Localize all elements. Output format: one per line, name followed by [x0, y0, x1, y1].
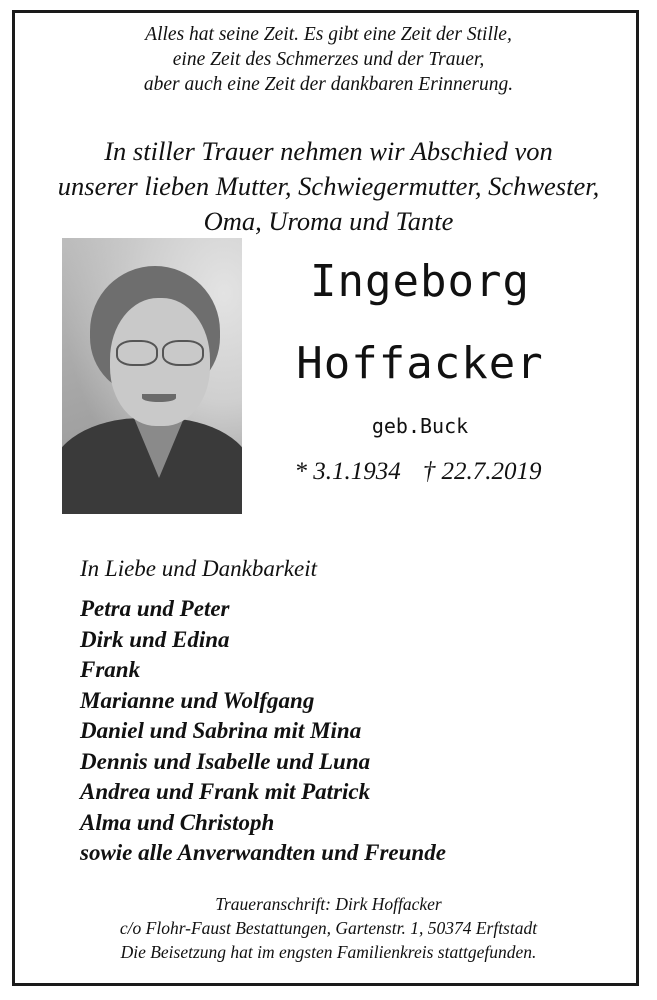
motto-line: eine Zeit des Schmerzes und der Trauer, [172, 49, 485, 70]
gratitude-line: In Liebe und Dankbarkeit [80, 556, 317, 581]
motto-line: Alles hat seine Zeit. Es gibt eine Zeit der Stille, [145, 24, 512, 45]
mourner-entry: Frank [80, 657, 141, 682]
death-date: † 22.7.2019 [422, 458, 542, 485]
footer-line: Traueranschrift: Dirk Hoffacker [215, 894, 442, 914]
maiden-name: geb.Buck [371, 414, 469, 438]
mourner-entry: Daniel und Sabrina mit Mina [80, 718, 362, 743]
mourner-entry: Petra und Peter [80, 596, 230, 621]
footer-line: c/o Flohr-Faust Bestattungen, Gartenstr. 1, 50374 Erftstadt [119, 918, 538, 938]
motto-verse [0, 22, 657, 97]
mourners-list [80, 594, 446, 869]
intro-line: In stiller Trauer nehmen wir Abschied von [104, 136, 553, 166]
footer-line: Die Beisetzung hat im engsten Familienkreis stattgefunden. [120, 942, 537, 962]
mourner-entry: sowie alle Anverwandten und Freunde [80, 840, 446, 865]
mourner-entry: Andrea und Frank mit Patrick [80, 779, 371, 804]
mourner-entry: Alma und Christoph [80, 809, 275, 835]
deceased-last-name: Hoffacker [296, 338, 544, 389]
intro-line: Oma, Uroma und Tante [203, 206, 454, 236]
intro-text [0, 134, 657, 239]
mourner-entry: Dirk und Edina [80, 626, 230, 652]
footer-info [0, 892, 657, 964]
birth-date: * 3.1.1934 [294, 458, 401, 485]
portrait-photo [62, 238, 242, 514]
motto-line: aber auch eine Zeit der dankbaren Erinnerung. [143, 74, 514, 95]
mourner-entry: Dennis und Isabelle und Luna [80, 748, 371, 774]
life-dates [268, 458, 568, 486]
intro-line: unserer lieben Mutter, Schwiegermutter, Schwester, [57, 171, 600, 201]
mourner-entry: Marianne und Wolfgang [80, 687, 315, 713]
deceased-first-name: Ingeborg [310, 256, 530, 307]
